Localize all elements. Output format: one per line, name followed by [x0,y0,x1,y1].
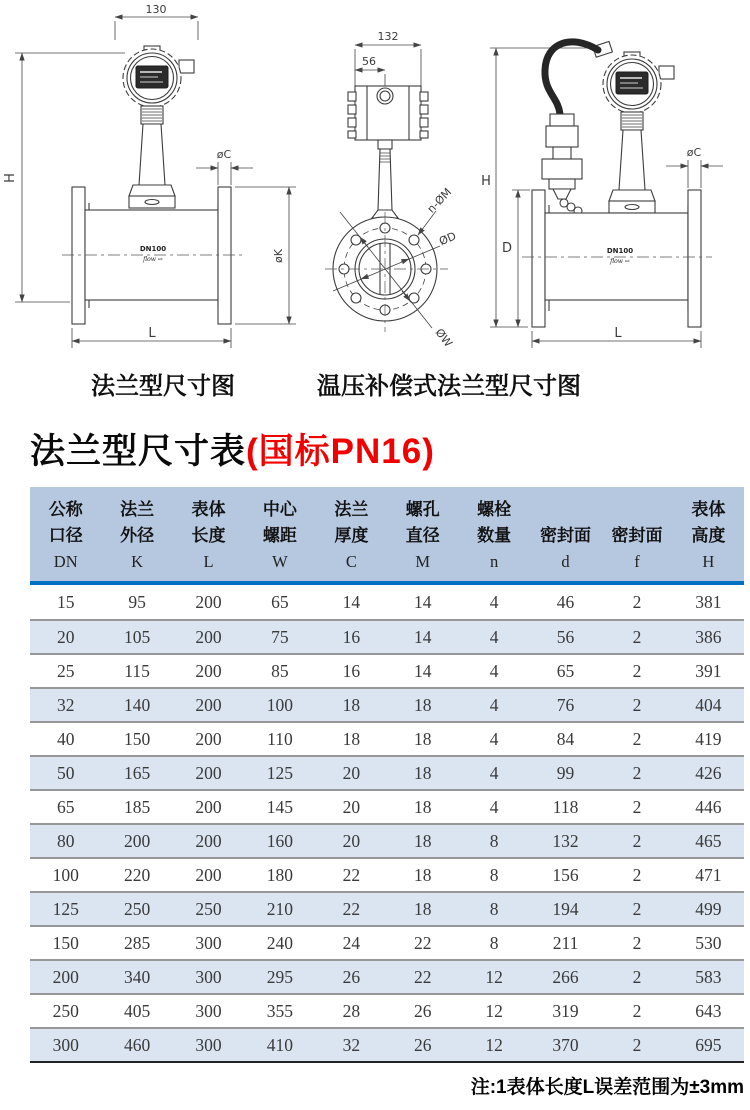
table-cell: 220 [123,864,151,885]
table-cell: 2 [632,796,642,817]
table-cell: 410 [266,1034,294,1055]
table-cell: 200 [195,728,222,749]
transmitter-housing-front [348,86,428,149]
header-code: L [203,552,214,571]
pipe-size-label-2: DN100 [606,247,634,255]
page-title-main: 法兰型尺寸表 [30,432,247,471]
table-cell: 12 [485,966,503,987]
table-row [30,653,744,687]
dim-l-right [532,326,701,348]
table-cell: 300 [195,966,222,987]
table-cell: 115 [124,660,150,681]
table-cell: 50 [56,762,75,783]
header-line1: 中心 [262,500,297,519]
table-cell: 80 [56,830,75,851]
dim-ok-label: øK [272,249,285,263]
table-cell: 16 [342,626,361,647]
header-cell [458,497,529,575]
table-cell: 20 [56,626,75,647]
table-cell: 8 [489,898,499,919]
table-cell: 125 [52,898,79,919]
table-cell: 4 [489,796,499,817]
table-cell: 319 [552,1000,579,1021]
table-cell: 75 [271,626,289,647]
table-cell: 695 [695,1034,722,1055]
table-cell: 250 [123,898,151,919]
table-cell: 14 [413,660,432,681]
table-cell: 355 [266,1000,294,1021]
header-line2: 数量 [477,526,512,545]
header-line2: 密封面 [540,526,592,545]
table-cell: 4 [489,694,499,715]
table-cell: 4 [489,728,499,749]
table-cell: 2 [632,830,642,851]
dim-oc2-label: øC [686,146,702,159]
table-cell: 156 [552,864,579,885]
table-cell: 132 [552,830,579,851]
table-cell: 391 [695,660,722,681]
table-row [30,857,744,891]
table-row [30,789,744,823]
dim-l2-label: L [614,326,622,341]
header-line2: 密封面 [611,526,663,545]
table-cell: 180 [266,864,294,885]
table-cell: 118 [552,796,579,817]
dim-56-label: 56 [362,55,376,68]
flow-logo-2: flow ⇨ [610,258,630,265]
table-cell: 20 [342,762,361,783]
header-code: H [702,552,715,571]
table-cell: 125 [266,762,294,783]
table-row [30,823,744,857]
header-code: C [345,552,357,571]
table-cell: 22 [342,898,361,919]
table-cell: 18 [413,762,432,783]
table-cell: 28 [342,1000,361,1021]
table-cell: 465 [695,830,722,851]
table-cell: 8 [489,864,499,885]
table-cell: 16 [342,660,361,681]
table-cell: 18 [413,694,432,715]
table-cell: 2 [632,762,642,783]
meter-neck [129,106,175,208]
table-cell: 200 [195,591,222,612]
header-cell [101,497,172,575]
table-cell: 2 [632,932,642,953]
technical-drawings [0,0,750,362]
table-cell: 20 [342,830,361,851]
header-code: n [490,552,499,571]
table-cell: 2 [632,1034,642,1055]
table-row [30,1027,744,1061]
table-cell: 40 [56,728,75,749]
page-title [30,424,435,474]
header-line2: 直径 [405,526,440,545]
table-cell: 32 [56,694,75,715]
table-cell: 4 [489,591,499,612]
table-cell: 300 [195,932,222,953]
table-cell: 200 [195,864,222,885]
dim-oc-left [196,148,253,185]
table-cell: 200 [52,966,79,987]
table-cell: 22 [413,932,432,953]
table-cell: 18 [413,796,432,817]
table-cell: 300 [195,1000,222,1021]
header-cell [30,497,101,575]
header-code: d [561,552,570,571]
table-cell: 200 [195,694,222,715]
table-cell: 250 [52,1000,79,1021]
table-cell: 250 [195,898,222,919]
header-line1: 螺孔 [405,500,440,519]
dim-h-label: H [3,173,18,183]
table-row [30,585,744,619]
transmitter-head-2 [603,52,674,113]
table-cell: 2 [632,728,642,749]
table-cell: 100 [52,864,79,885]
header-line1: 法兰 [120,500,155,519]
table-cell: 295 [266,966,294,987]
table-cell: 2 [632,898,642,919]
dim-56 [355,55,385,88]
table-cell: 2 [632,864,642,885]
tp-compensated-drawing [481,41,723,348]
table-cell: 340 [123,966,151,987]
dim-nom-label: n-ØM [424,185,455,216]
table-cell: 18 [413,728,432,749]
header-cell [316,497,387,575]
table-cell: 110 [267,728,293,749]
table-cell: 56 [556,626,575,647]
table-cell: 65 [271,591,289,612]
table-cell: 419 [695,728,722,749]
table-cell: 446 [695,796,722,817]
table-cell: 95 [128,591,146,612]
table-cell: 18 [342,694,361,715]
header-cell [673,497,744,575]
table-cell: 266 [552,966,579,987]
dim-oc-right [666,146,723,188]
dim-d [502,190,530,327]
header-line2: 高度 [691,526,726,545]
dim-130 [115,3,198,40]
table-row [30,755,744,789]
dim-od-label: ØD [437,229,459,249]
dim-h2-label: H [481,174,491,189]
header-code: K [131,552,144,571]
table-cell: 14 [413,591,432,612]
table-cell: 4 [489,762,499,783]
table-cell: 8 [489,932,499,953]
table-cell: 194 [552,898,579,919]
tolerance-note: 注:1表体长度L误差范围为±3mm [470,1077,744,1098]
table-cell: 18 [413,898,432,919]
dim-d-label: D [501,241,513,256]
header-line1: 表体 [191,500,226,519]
table-cell: 99 [556,762,575,783]
page-title-standard: (国标PN16) [246,432,435,471]
header-cell [173,497,244,575]
table-cell: 200 [195,762,222,783]
table-cell: 460 [123,1034,151,1055]
dim-ow-label: ØW [432,326,455,350]
table-cell: 165 [123,762,151,783]
header-line2: 长度 [191,526,226,545]
table-cell: 2 [632,591,642,612]
dim-oc-label: øC [216,148,232,161]
flange-face [325,212,448,332]
table-cell: 85 [271,660,289,681]
table-cell: 210 [266,898,294,919]
caption-tp-compensated: 温压补偿式法兰型尺寸图 [317,373,581,400]
dim-nom [418,186,454,235]
table-cell: 140 [123,694,151,715]
header-code: M [415,552,431,571]
table-cell: 285 [123,932,151,953]
table-cell: 65 [556,660,575,681]
table-cell: 18 [413,830,432,851]
flow-logo: flow ⇨ [143,256,163,263]
table-cell: 22 [342,864,361,885]
table-cell: 8 [489,830,499,851]
table-cell: 15 [56,591,75,612]
table-cell: 2 [632,966,642,987]
table-cell: 14 [342,591,361,612]
table-cell: 211 [552,932,579,953]
meter-neck-2 [609,112,655,213]
table-header-row [30,487,744,585]
table-cell: 145 [266,796,294,817]
table-cell: 583 [695,966,722,987]
table-cell: 200 [123,830,151,851]
table-cell: 4 [489,626,499,647]
table-cell: 46 [556,591,575,612]
flange-type-drawing [3,3,296,348]
table-row [30,891,744,925]
table-cell: 160 [266,830,294,851]
dim-130-label: 130 [145,3,167,16]
dim-132-label: 132 [377,30,399,43]
header-line1: 法兰 [334,500,369,519]
header-code: f [634,552,640,571]
header-cell [601,497,672,575]
table-cell: 2 [632,626,642,647]
header-code: DN [53,552,78,571]
table-cell: 100 [266,694,294,715]
table-cell: 2 [632,1000,642,1021]
header-cell [530,497,601,575]
table-row [30,993,744,1027]
caption-flange-type: 法兰型尺寸图 [91,373,235,400]
table-cell: 200 [195,660,222,681]
table-cell: 20 [342,796,361,817]
table-row [30,925,744,959]
table-cell: 12 [485,1000,503,1021]
table-cell: 105 [123,626,151,647]
table-cell: 386 [695,626,722,647]
table-cell: 471 [695,864,722,885]
dim-ok [235,187,296,324]
table-cell: 200 [195,830,222,851]
front-view-drawing [325,30,458,350]
table-cell: 26 [342,966,361,987]
table-cell: 18 [342,728,361,749]
table-cell: 370 [552,1034,579,1055]
table-row [30,619,744,653]
header-line1 [530,497,601,523]
table-row [30,721,744,755]
header-line1: 公称 [48,500,83,519]
table-cell: 22 [413,966,432,987]
header-line1: 表体 [691,500,726,519]
table-body [30,585,744,1061]
table-cell: 76 [556,694,575,715]
transmitter-head [123,46,194,107]
table-cell: 426 [695,762,722,783]
table-cell: 65 [56,796,75,817]
table-cell: 2 [632,694,642,715]
header-cell [244,497,315,575]
table-cell: 2 [632,660,642,681]
pipe-size-label: DN100 [139,245,167,253]
table-cell: 405 [123,1000,151,1021]
table-cell: 150 [52,932,79,953]
table-cell: 643 [695,1000,722,1021]
table-cell: 530 [695,932,722,953]
table-cell: 32 [342,1034,361,1055]
table-cell: 26 [413,1000,432,1021]
table-cell: 12 [485,1034,503,1055]
table-cell: 150 [123,728,151,749]
table-cell: 26 [413,1034,432,1055]
table-cell: 25 [56,660,75,681]
header-line1: 螺栓 [477,500,512,519]
table-cell: 200 [195,796,222,817]
header-code: W [272,552,288,571]
neck-front [372,149,398,218]
table-cell: 499 [695,898,722,919]
header-line2: 口径 [48,526,83,545]
table-cell: 14 [413,626,432,647]
dimension-table [30,487,744,1063]
table-cell: 240 [266,932,294,953]
table-cell: 381 [695,591,722,612]
header-line2: 螺距 [262,526,297,545]
table-cell: 18 [413,864,432,885]
table-cell: 300 [52,1034,79,1055]
header-cell [387,497,458,575]
table-cell: 200 [195,626,222,647]
table-row [30,687,744,721]
table-cell: 185 [123,796,151,817]
dim-l-left [72,326,231,348]
table-cell: 300 [195,1034,222,1055]
dim-l-label: L [148,326,156,341]
table-cell: 4 [489,660,499,681]
header-line2: 外径 [120,526,155,545]
header-line1 [601,497,672,523]
table-cell: 24 [342,932,361,953]
table-cell: 84 [556,728,575,749]
table-row [30,959,744,993]
header-line2: 厚度 [334,526,369,545]
table-cell: 404 [695,694,722,715]
